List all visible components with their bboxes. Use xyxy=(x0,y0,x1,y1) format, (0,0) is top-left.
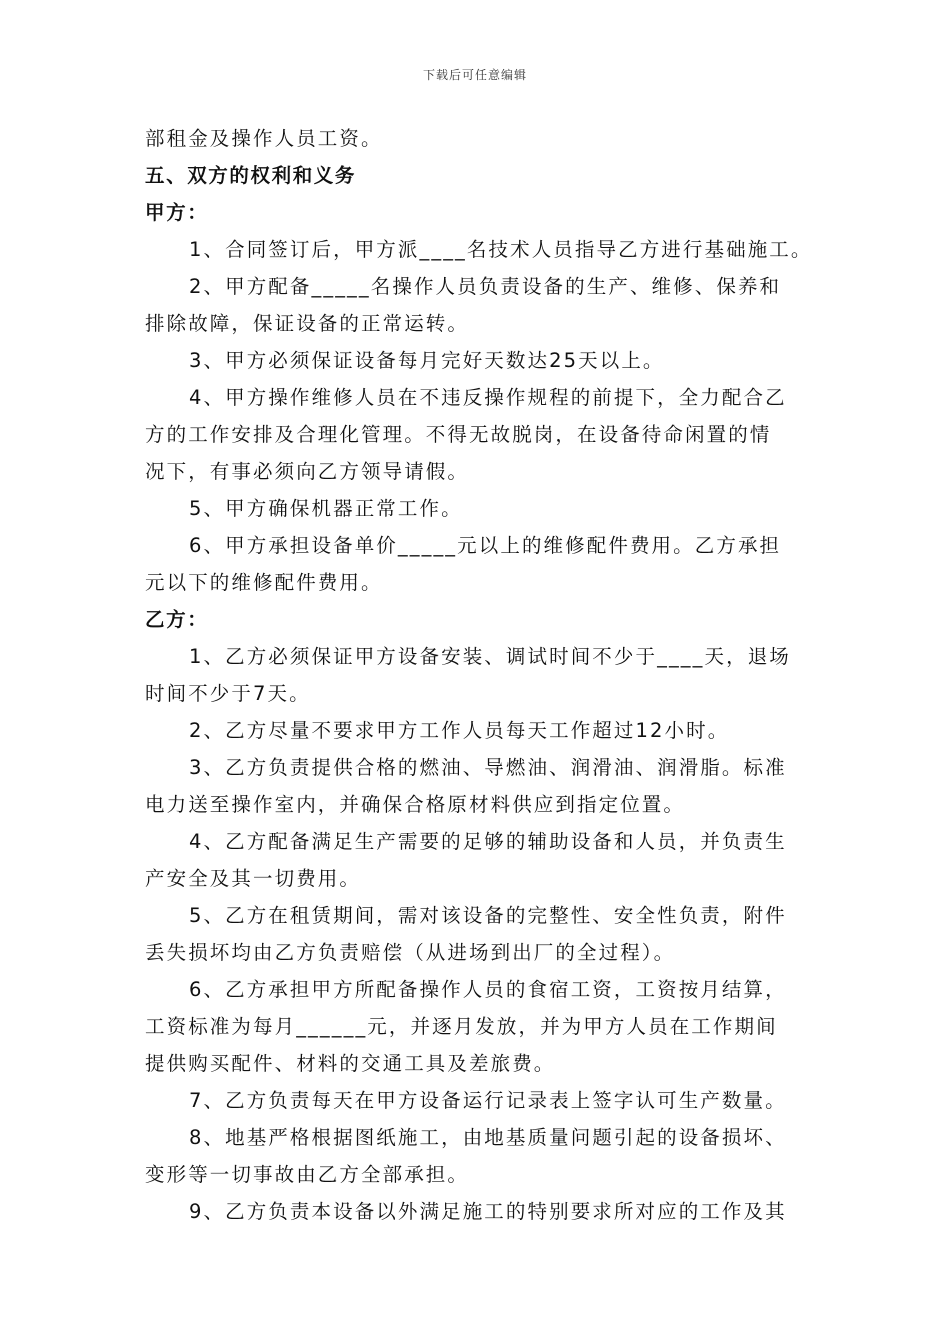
clause-line: 4、甲方操作维修人员在不违反操作规程的前提下，全力配合乙 xyxy=(189,386,787,409)
clause-line: 9、乙方负责本设备以外满足施工的特别要求所对应的工作及其 xyxy=(189,1200,787,1223)
text-line: 况下，有事必须向乙方领导请假。 xyxy=(145,460,470,483)
text-line: 电力送至操作室内，并确保合格原材料供应到指定位置。 xyxy=(145,793,686,816)
clause-line: 4、乙方配备满足生产需要的足够的辅助设备和人员，并负责生 xyxy=(189,830,787,853)
text-line: 丢失损坏均由乙方负责赔偿（从进场到出厂的全过程）。 xyxy=(145,941,676,964)
clause-line: 5、甲方确保机器正常工作。 xyxy=(189,497,463,520)
text-line: 时间不少于7天。 xyxy=(145,682,311,705)
text-line: 方的工作安排及合理化管理。不得无故脱岗，在设备待命闲置的情 xyxy=(145,423,772,446)
text-line: 元以下的维修配件费用。 xyxy=(145,571,383,594)
party-a-heading: 甲方： xyxy=(145,201,209,224)
clause-line: 3、甲方必须保证设备每月完好天数达25天以上。 xyxy=(189,349,665,372)
clause-line: 8、地基严格根据图纸施工，由地基质量问题引起的设备损坏、 xyxy=(189,1126,787,1149)
clause-line: 7、乙方负责每天在甲方设备运行记录表上签字认可生产数量。 xyxy=(189,1089,787,1112)
clause-line: 1、合同签订后，甲方派____名技术人员指导乙方进行基础施工。 xyxy=(189,238,813,261)
party-b-heading: 乙方： xyxy=(145,608,209,631)
text-line: 排除故障，保证设备的正常运转。 xyxy=(145,312,470,335)
clause-line: 6、甲方承担设备单价_____元以上的维修配件费用。乙方承担 xyxy=(189,534,782,557)
header-note: 下载后可任意编辑 xyxy=(422,68,527,82)
text-line: 变形等一切事故由乙方全部承担。 xyxy=(145,1163,470,1186)
text-line: 产安全及其一切费用。 xyxy=(145,867,362,890)
text-line: 提供购买配件、材料的交通工具及差旅费。 xyxy=(145,1052,556,1075)
document-body xyxy=(145,120,813,1230)
clause-line: 1、乙方必须保证甲方设备安装、调试时间不少于____天，退场 xyxy=(189,645,791,668)
text-line: 部租金及操作人员工资。 xyxy=(145,127,383,150)
text-line: 工资标准为每月______元，并逐月发放，并为甲方人员在工作期间 xyxy=(145,1015,778,1038)
clause-line: 2、乙方尽量不要求甲方工作人员每天工作超过12小时。 xyxy=(189,719,730,742)
clause-line: 6、乙方承担甲方所配备操作人员的食宿工资，工资按月结算， xyxy=(189,978,787,1001)
clause-line: 2、甲方配备_____名操作人员负责设备的生产、维修、保养和 xyxy=(189,275,782,298)
clause-line: 5、乙方在租赁期间，需对该设备的完整性、安全性负责，附件 xyxy=(189,904,787,927)
section-heading: 五、双方的权利和义务 xyxy=(145,164,357,187)
clause-line: 3、乙方负责提供合格的燃油、导燃油、润滑油、润滑脂。标准 xyxy=(189,756,787,779)
